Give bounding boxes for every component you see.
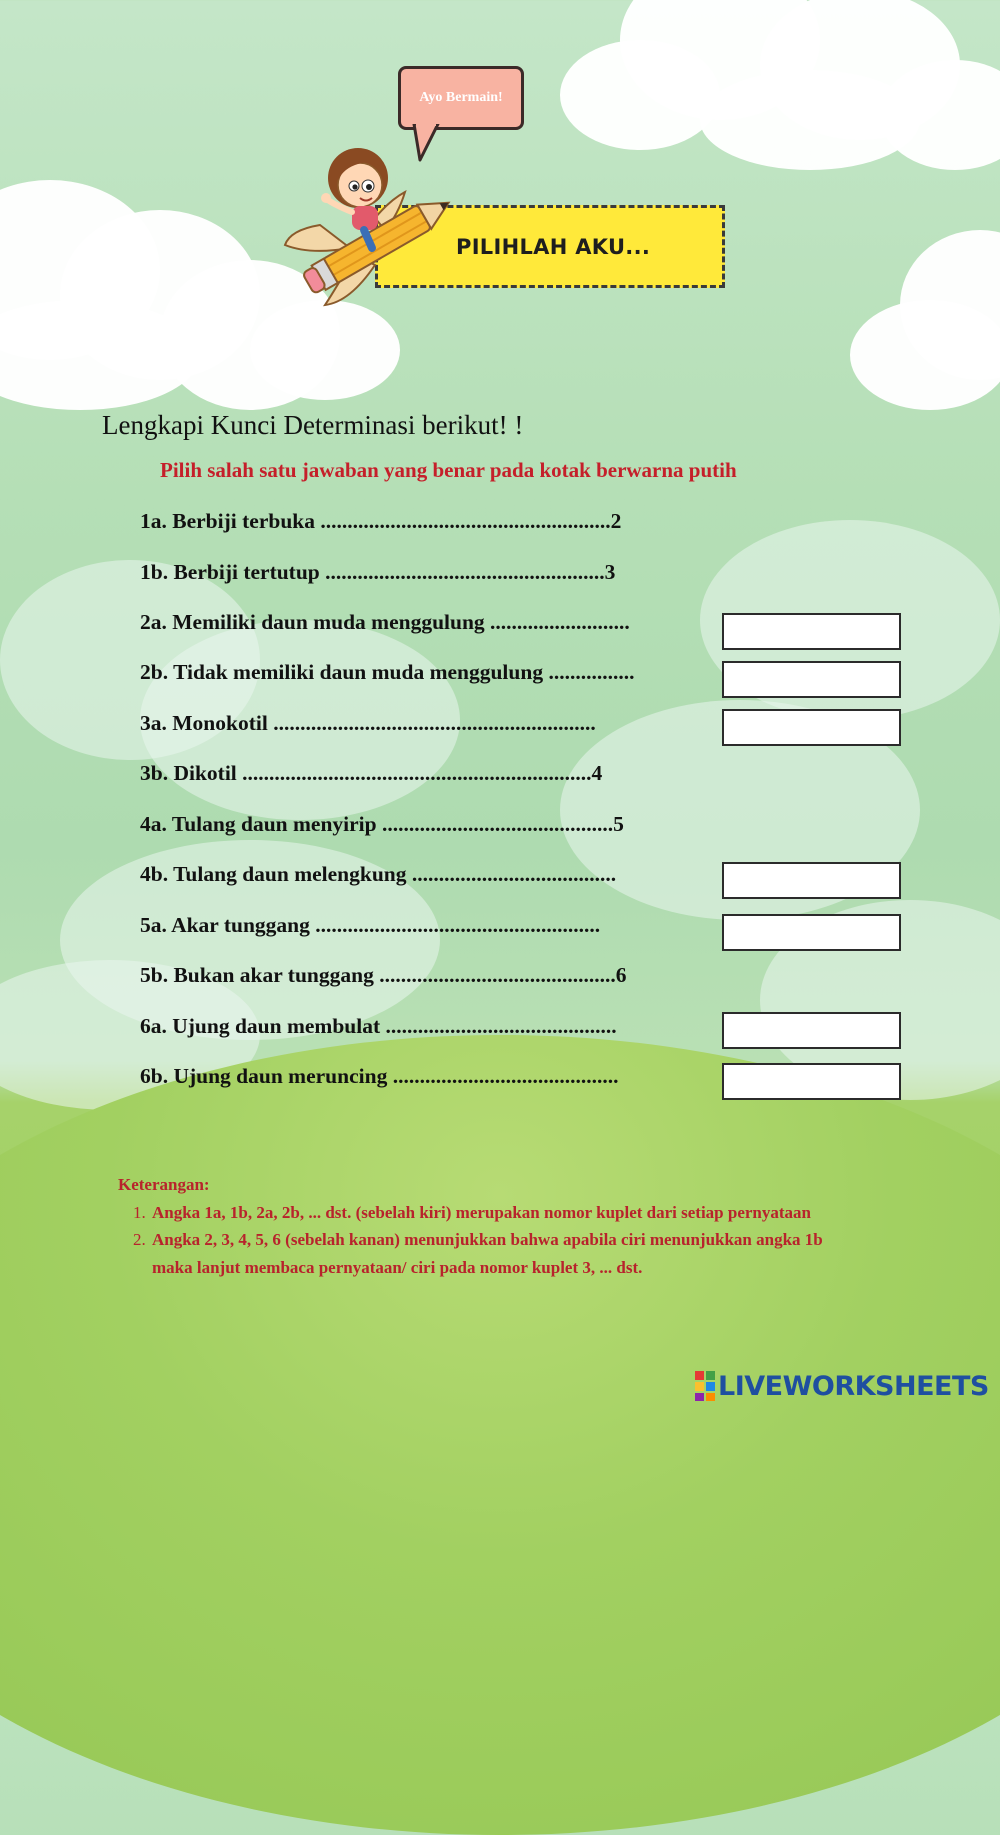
answer-box-2b[interactable] (722, 661, 901, 698)
liveworksheets-logo[interactable] (694, 1370, 989, 1402)
note-text: Angka 1a, 1b, 2a, 2b, ... dst. (sebelah kiri) merupakan nomor kuplet dari setiap pernyataan (152, 1203, 811, 1222)
answer-box-6a[interactable] (722, 1012, 901, 1049)
key-row: 5a. Akar tunggang ..................................................... (140, 913, 601, 937)
answer-box-4b[interactable] (722, 862, 901, 899)
note-number: 2. (133, 1230, 146, 1249)
liveworksheets-mark-icon (694, 1370, 716, 1402)
note-text-continued: maka lanjut membaca pernyataan/ ciri pada nomor kuplet 3, ... dst. (152, 1258, 643, 1277)
key-row: 2b. Tidak memiliki daun muda menggulung ................ (140, 660, 635, 684)
banner-label: PILIHLAH AKU... (456, 234, 651, 259)
key-row: 3b. Dikotil .................................................................4 (140, 761, 603, 785)
key-row: 1b. Berbiji tertutup ....................................................3 (140, 560, 616, 584)
answer-box-3a[interactable] (722, 709, 901, 746)
speech-bubble (398, 66, 524, 130)
speech-bubble-text: Ayo Bermain! (419, 90, 503, 105)
answer-box-5a[interactable] (722, 914, 901, 951)
key-row: 4a. Tulang daun menyirip ...........................................5 (140, 812, 624, 836)
page-title: Lengkapi Kunci Determinasi berikut! ! (102, 410, 524, 440)
kid-on-pencil-plane-icon (280, 130, 470, 310)
brand-name: LIVEWORKSHEETS (718, 1370, 989, 1402)
key-row: 2a. Memiliki daun muda menggulung .......................... (140, 610, 630, 634)
key-row: 6a. Ujung daun membulat ........................................... (140, 1014, 617, 1038)
notes-heading: Keterangan: (118, 1175, 210, 1194)
key-row: 1a. Berbiji terbuka ......................................................2 (140, 509, 622, 533)
note-number: 1. (133, 1203, 146, 1222)
key-row: 4b. Tulang daun melengkung ...................................... (140, 862, 617, 886)
answer-box-6b[interactable] (722, 1063, 901, 1100)
note-text: Angka 2, 3, 4, 5, 6 (sebelah kanan) menunjukkan bahwa apabila ciri menunjukkan angka 1b (152, 1230, 823, 1249)
key-row: 5b. Bukan akar tunggang ............................................6 (140, 963, 627, 987)
answer-box-2a[interactable] (722, 613, 901, 650)
key-row: 3a. Monokotil ............................................................ (140, 711, 596, 735)
instruction-text: Pilih salah satu jawaban yang benar pada kotak berwarna putih (160, 458, 737, 482)
key-row: 6b. Ujung daun meruncing .......................................... (140, 1064, 619, 1088)
